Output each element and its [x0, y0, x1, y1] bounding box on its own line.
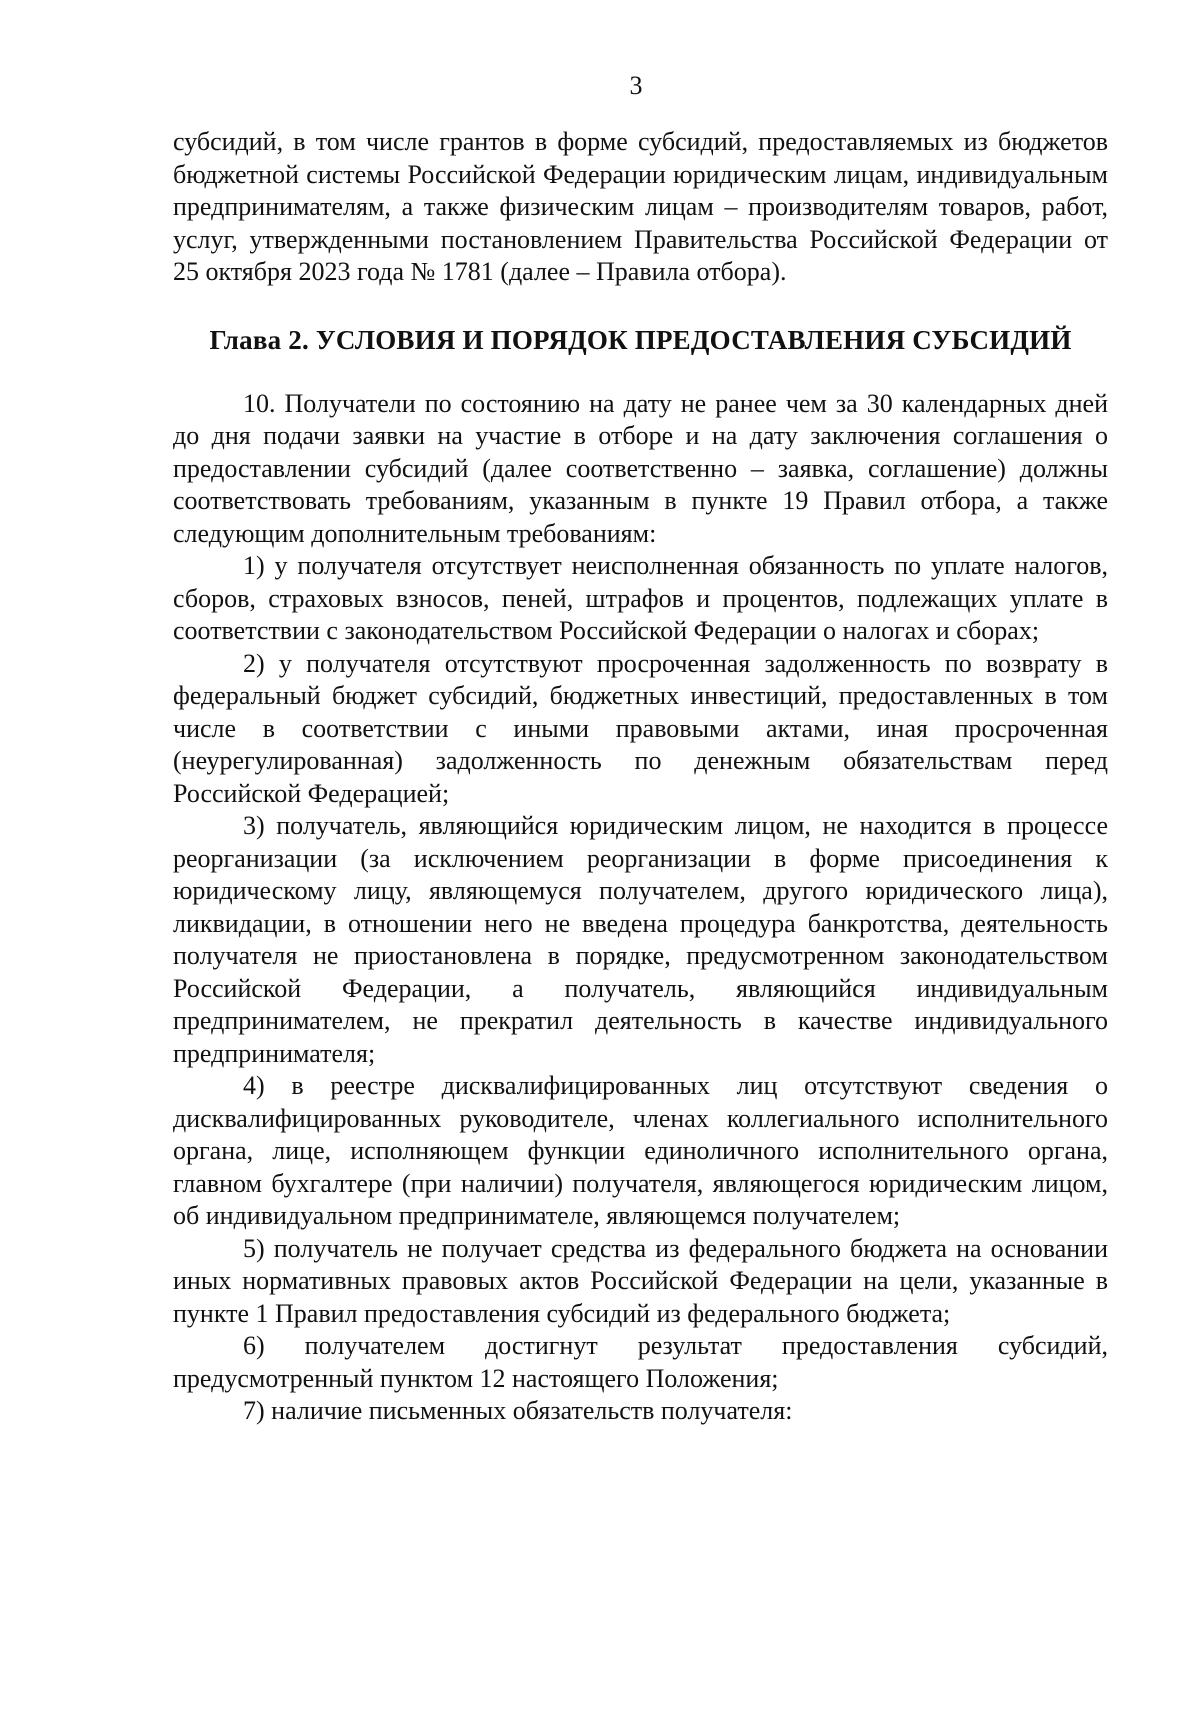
paragraph-subitem-7: 7) наличие письменных обязательств получателя:	[243, 1396, 793, 1425]
paragraph-subitem-5: 5) получатель не получает средства из федерального бюджета на основании иных нормативных правовых актов Российской Федерации на цели, указанные в пункте 1 Правил предоставления субсидий из федерального бюджета;	[173, 1233, 1108, 1328]
paragraph-subitem-6: 6) получателем достигнут результат предоставления субсидий, предусмотренный пунктом 12 настоящего Положения;	[173, 1331, 1108, 1393]
chapter-heading: Глава 2. УСЛОВИЯ И ПОРЯДОК ПРЕДОСТАВЛЕНИЯ СУБСИДИЙ	[209, 324, 1072, 355]
page-number: 3	[629, 71, 643, 100]
paragraph-continuation: субсидий, в том числе грантов в форме субсидий, предоставляемых из бюджетов бюджетной системы Российской Федерации юридическим лицам, индивидуальным предпринимателям, а также физическим лицам – производителям товаров, работ, услуг, утвержденными постановлением Правительства Российской Федерации от 25 октября 2023 года № 1781 (далее – Правила отбора).	[173, 127, 1108, 286]
paragraph-subitem-3: 3) получатель, являющийся юридическим лицом, не находится в процессе реорганизации (за исключением реорганизации в форме присоединения к юридическому лицу, являющемуся получателем, другого юридического лица), ликвидации, в отношении него не введена процедура банкротства, деятельность получателя не приостановлена в порядке, предусмотренном законодательством Российской Федерации, а получатель, являющийся индивидуальным предпринимателем, не прекратил деятельность в качестве индивидуального предпринимателя;	[173, 811, 1108, 1068]
paragraph-subitem-2: 2) у получателя отсутствуют просроченная задолженность по возврату в федеральный бюджет субсидий, бюджетных инвестиций, предоставленных в том числе в соответствии с иными правовыми актами, иная просроченная (неурегулированная) задолженность по денежным обязательствам перед Российской Федерацией;	[173, 648, 1108, 808]
paragraph-subitem-4: 4) в реестре дисквалифицированных лиц отсутствуют сведения о дисквалифицированных руководителе, членах коллегиального исполнительного органа, лице, исполняющем функции единоличного исполнительного органа, главном бухгалтере (при наличии) получателя, являющегося юридическим лицом, об индивидуальном предпринимателе, являющемся получателем;	[173, 1071, 1108, 1230]
paragraph-subitem-1: 1) у получателя отсутствует неисполненная обязанность по уплате налогов, сборов, страховых взносов, пеней, штрафов и процентов, подлежащих уплате в соответствии с законодательством Российской Федерации о налогах и сборах;	[173, 551, 1108, 645]
paragraph-item-10: 10. Получатели по состоянию на дату не ранее чем за 30 календарных дней до дня подачи заявки на участие в отборе и на дату заключения соглашения о предоставлении субсидий (далее соответственно – заявка, соглашение) должны соответствовать требованиям, указанным в пункте 19 Правил отбора, а также следующим дополнительным требованиям:	[173, 388, 1108, 548]
document-body	[173, 126, 1108, 1428]
